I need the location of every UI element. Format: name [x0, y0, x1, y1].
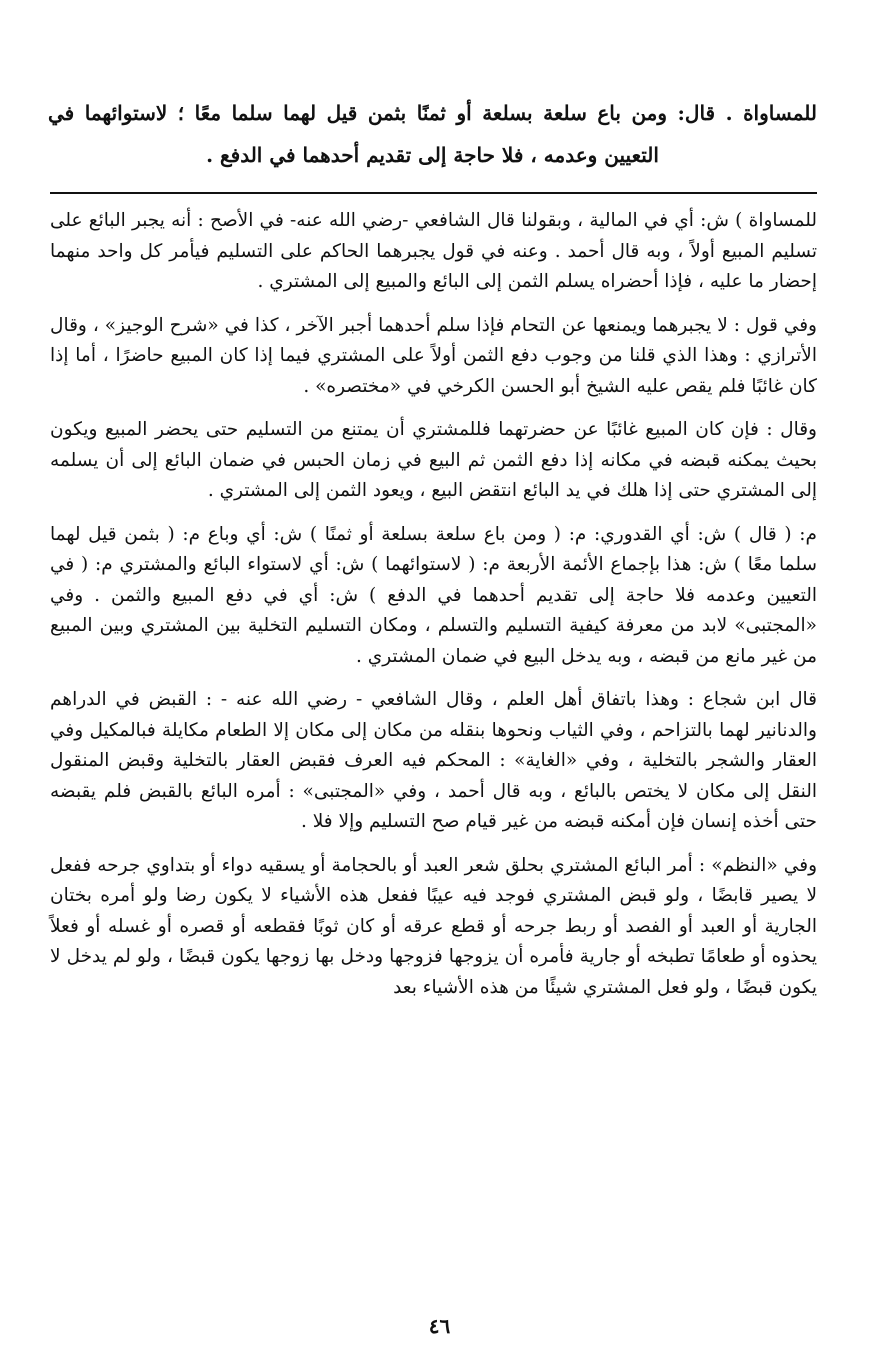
page-number: ٤٦ [428, 1314, 451, 1338]
commentary-sharh [50, 206, 817, 1016]
commentary-paragraph: وفي قول : لا يجبرهما ويمنعها عن التحام فإذا سلم أحدهما أجبر الآخر ، كذا في «شرح الوجيز» ، وقال الأترازي : وهذا الذي قلنا من وجوب دفع الثمن أولاً على المشتري فيما إذا كان المبيع حاضرًا ، أما إذا كان غائبًا فلم يقص عليه الشيخ أبو الحسن الكرخي في «مختصره» . [50, 314, 817, 397]
commentary-paragraph: م: ( قال ) ش: أي القدوري: م: ( ومن باع سلعة بسلعة أو ثمنًا ) ش: أي وباع م: ( بثمن قيل لهما سلما معًا ) ش: هذا بإجماع الأئمة الأربعة م: ( لاستوائهما ) ش: أي لاستواء البائع والمشتري م: ( في التعيين وعدمه فلا حاجة إلى تقديم أحدهما في الدفع ) ش: أي في دفع المبيع والثمن . وفي «المجتبى» لابد من معرفة كيفية التسليم والتسلم ، ومكان التسليم التخلية بين المشتري وبين المبيع من غير مانع من قبضه ، وبه يدخل البيع في ضمان المشتري . [50, 523, 817, 667]
main-text-matn: للمساواة . قال: ومن باع سلعة بسلعة أو ثمنًا بثمن قيل لهما سلما معًا ؛ لاستوائهما في التعيين وعدمه ، فلا حاجة إلى تقديم أحدهما في الدفع . [48, 101, 817, 167]
commentary-paragraph: قال ابن شجاع : وهذا باتفاق أهل العلم ، وقال الشافعي - رضي الله عنه - : القبض في الدراهم والدنانير لهما بالتزاحم ، وفي الثياب ونحوها بنقله من مكان إلى مكان إلا الطعام مكايلة فبالمكيل وفي العقار والشجر بالتخلية ، وفي «الغاية» : المحكم فيه العرف فقبض العقار بالتخلية وقبض المنقول النقل إلى مكان لا يختص بالبائع ، وبه قال أحمد ، وفي «المجتبى» : أمره البائع بالقبض فلم يقبضه حتى أخذه إنسان فإن أمكنه قبضه من غير قيام صح التسليم وإلا فلا . [50, 689, 817, 832]
section-divider [50, 192, 817, 194]
commentary-paragraph: للمساواة ) ش: أي في المالية ، وبقولنا قال الشافعي -رضي الله عنه- في الأصح : أنه يجبر البائع على تسليم المبيع أولاً ، وبه قال أحمد . وعنه في قول يجبرهما الحاكم على التسليم فيأمر كل واحد منهما إحضار ما عليه ، فإذا أحضراه يسلم الثمن إلى البائع والمبيع إلى المشتري . [50, 210, 817, 292]
commentary-paragraph: وفي «النظم» : أمر البائع المشتري بحلق شعر العبد أو بالحجامة أو يسقيه دواء أو بتداوي جرحه ففعل لا يصير قابضًا ، ولو قبض المشتري فوجد فيه عيبًا ففعل هذه الأشياء لا يكون رضا ولو أمره بختان الجارية أو العبد أو الفصد أو ربط جرحه أو قطع عرقه أو كان ثوبًا فقطعه أو قصره أو غسله أو فعلاً يحذوه أو طعامًا تطبخه أو جارية فأمره أن يزوجها فزوجها ودخل بها زوجها يكون قبضًا ، ولو لم يدخل لا يكون قبضًا ، ولو فعل المشتري شيئًا من هذه الأشياء بعد [50, 854, 817, 998]
commentary-paragraph: وقال : فإن كان المبيع غائبًا عن حضرتهما فللمشتري أن يمتنع من التسليم حتى يحضر المبيع ويكون بحيث يمكنه قبضه في مكانه إذا دفع الثمن ثم البيع في زمان الحبس في ضمان البائع إلى أن يسلمه إلى المشتري حتى إذا هلك في يد البائع انتقض البيع ، ويعود الثمن إلى المشتري . [50, 419, 817, 501]
